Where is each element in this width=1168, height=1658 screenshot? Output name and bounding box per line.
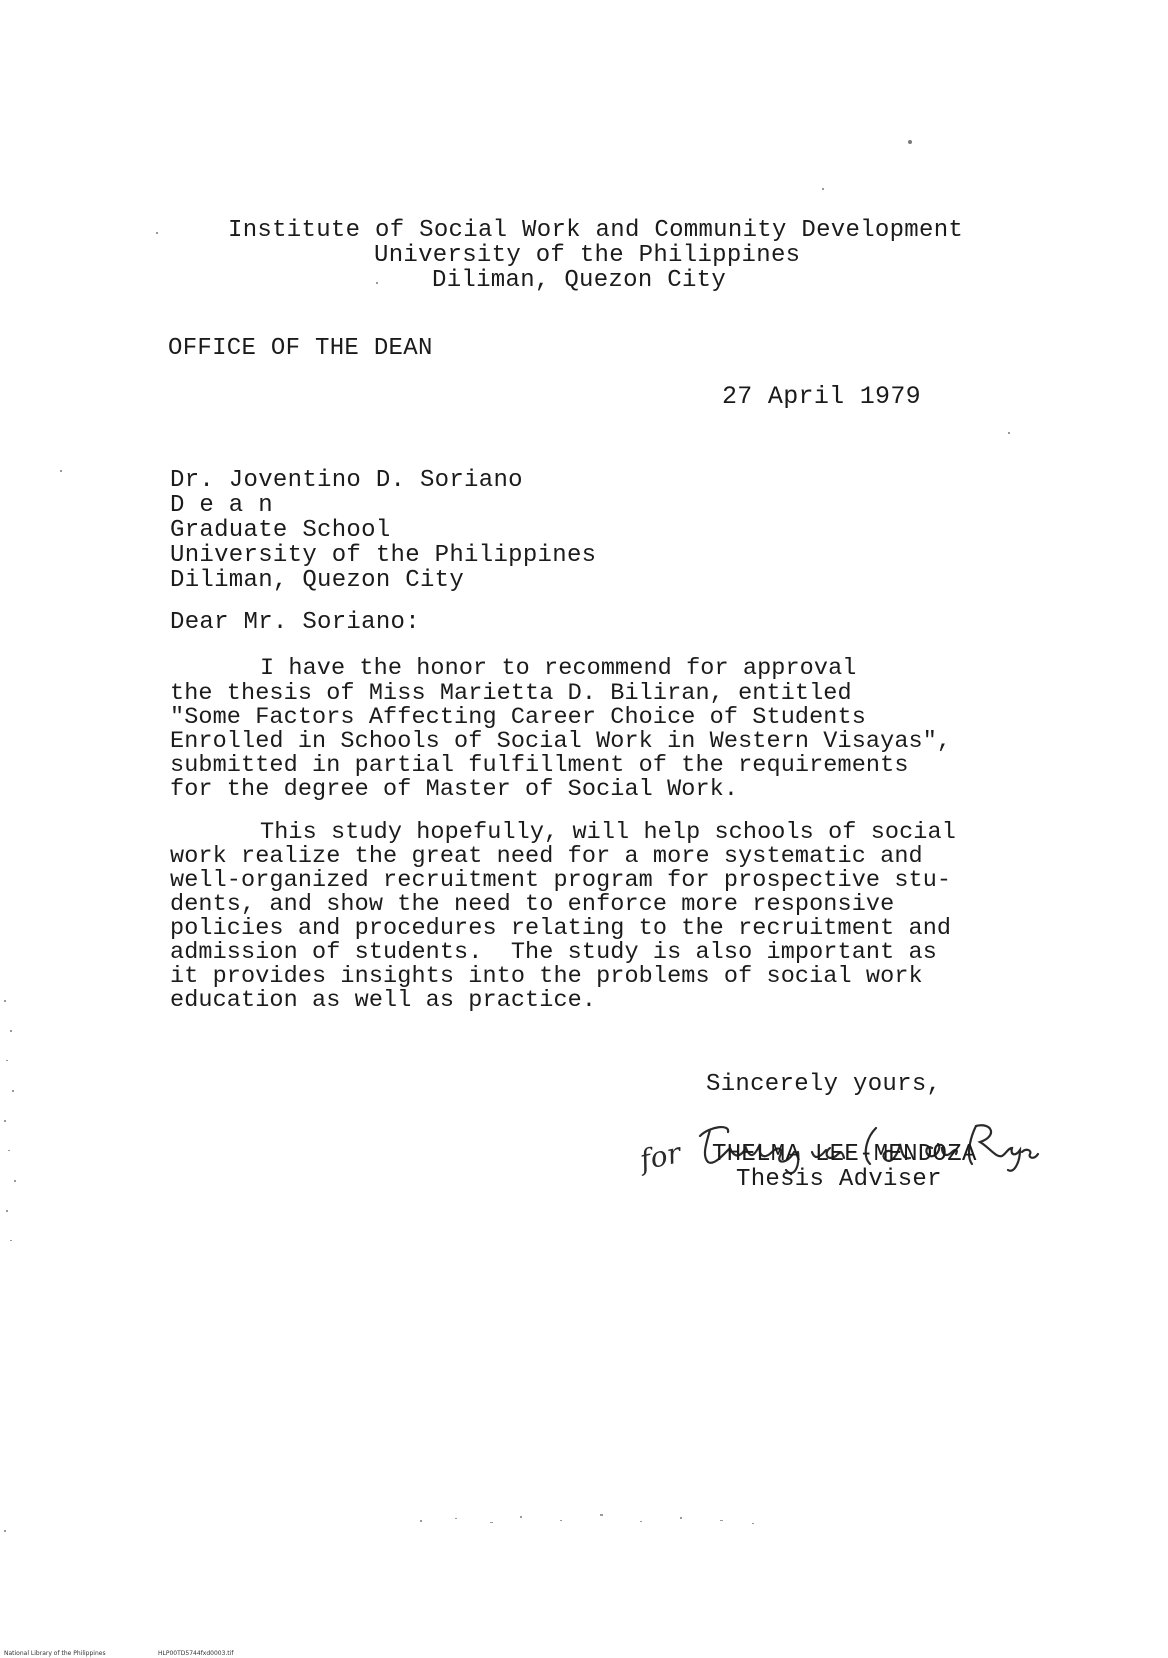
- recipient-location: Diliman, Quezon City: [170, 567, 465, 594]
- recipient-name: Dr. Joventino D. Soriano: [170, 467, 523, 494]
- office-heading: OFFICE OF THE DEAN: [168, 335, 433, 362]
- paragraph-line: it provides insights into the problems of social work: [170, 963, 923, 990]
- recipient-title: D e a n: [170, 492, 273, 519]
- scan-speck: [1008, 432, 1010, 434]
- paragraph-line: work realize the great need for a more systematic and: [170, 843, 923, 870]
- scan-speck: [60, 470, 62, 472]
- letterhead-university: University of the Philippines: [374, 242, 801, 269]
- paragraph-line: well-organized recruitment program for prospective stu-: [170, 867, 952, 894]
- footer-library: National Library of the Philippines: [4, 1650, 106, 1657]
- closing: Sincerely yours,: [706, 1071, 942, 1098]
- paragraph-line: dents, and show the need to enforce more responsive: [170, 891, 895, 918]
- paragraph-line: the thesis of Miss Marietta D. Biliran, entitled: [170, 680, 852, 707]
- paragraph-line: education as well as practice.: [170, 987, 597, 1014]
- scan-speck: [908, 140, 912, 144]
- paragraph-line: policies and procedures relating to the recruitment and: [170, 915, 952, 942]
- signatory-title: Thesis Adviser: [736, 1166, 942, 1193]
- signature-prefix: for: [637, 1136, 684, 1177]
- signatory-name: THELMA LEE-MENDOZA: [712, 1141, 977, 1168]
- salutation: Dear Mr. Soriano:: [170, 609, 420, 636]
- paragraph-line: admission of students. The study is also important as: [170, 939, 937, 966]
- recipient-school: Graduate School: [170, 517, 391, 544]
- letter-date: 27 April 1979: [722, 382, 921, 411]
- footer-file: HLP00TD5744fxd0003.tif: [158, 1650, 234, 1657]
- scan-speck: [376, 282, 378, 284]
- letterhead-location: Diliman, Quezon City: [432, 267, 727, 294]
- scan-speck: [822, 188, 824, 190]
- paragraph-line: for the degree of Master of Social Work.: [170, 776, 739, 803]
- paragraph-line: This study hopefully, will help schools of social: [260, 819, 956, 846]
- paragraph-line: Enrolled in Schools of Social Work in Western Visayas",: [170, 728, 952, 755]
- scan-speck: [156, 232, 158, 234]
- recipient-university: University of the Philippines: [170, 542, 597, 569]
- paragraph-line: submitted in partial fulfillment of the requirements: [170, 752, 909, 779]
- paragraph-line: I have the honor to recommend for approval: [260, 655, 857, 682]
- paragraph-line: "Some Factors Affecting Career Choice of Students: [170, 704, 866, 731]
- letterhead-institute: Institute of Social Work and Community Development: [228, 217, 964, 244]
